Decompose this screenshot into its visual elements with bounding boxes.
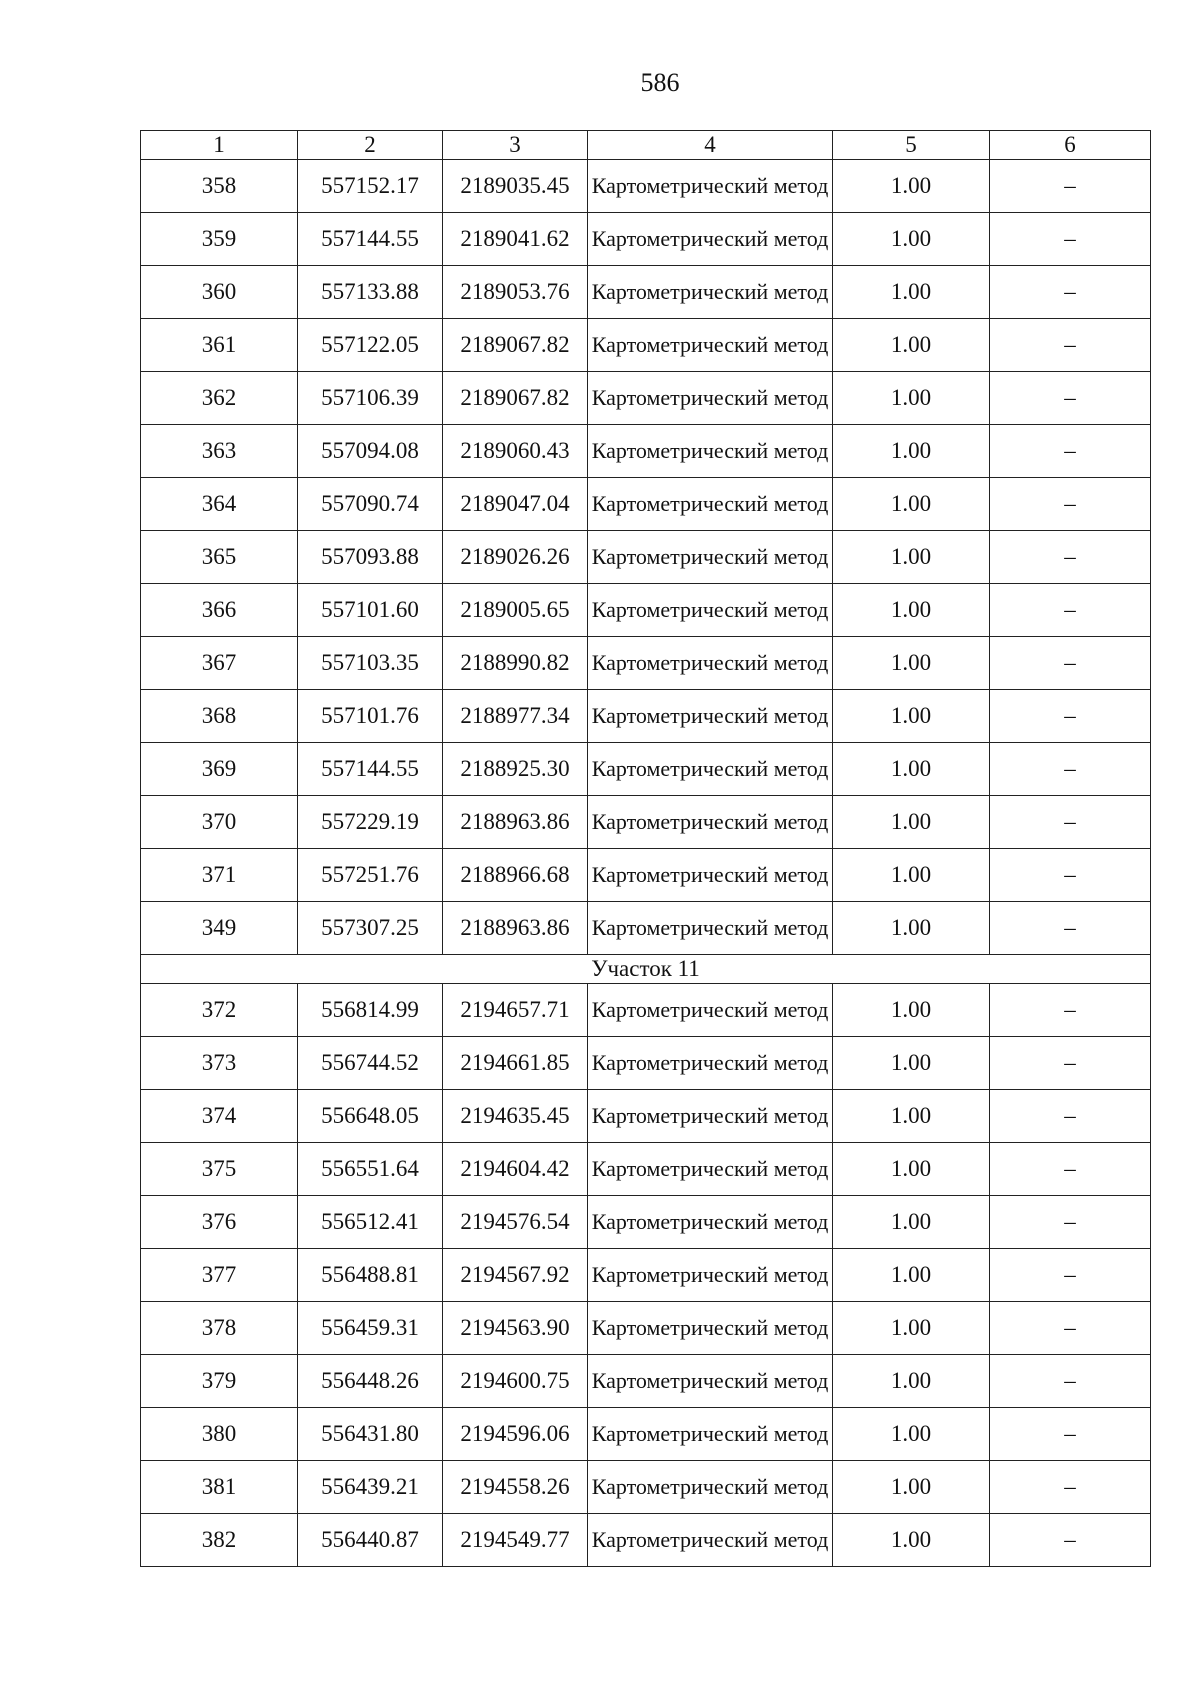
column-header: 5 <box>833 131 990 160</box>
method-cell: Картометрический метод <box>588 743 833 796</box>
coordinate-y-cell: 2189060.43 <box>443 425 588 478</box>
precision-cell: 1.00 <box>833 478 990 531</box>
coordinate-y-cell: 2194567.92 <box>443 1249 588 1302</box>
coordinate-x-cell: 557101.60 <box>298 584 443 637</box>
coordinate-x-cell: 556648.05 <box>298 1090 443 1143</box>
precision-cell: 1.00 <box>833 531 990 584</box>
coordinate-y-cell: 2194596.06 <box>443 1408 588 1461</box>
table-row <box>141 984 1151 1037</box>
precision-cell: 1.00 <box>833 690 990 743</box>
column-header: 3 <box>443 131 588 160</box>
note-cell: – <box>990 1143 1151 1196</box>
point-number-cell: 371 <box>141 849 298 902</box>
note-cell: – <box>990 1461 1151 1514</box>
coordinate-y-cell: 2194635.45 <box>443 1090 588 1143</box>
method-cell: Картометрический метод <box>588 1196 833 1249</box>
coordinate-x-cell: 557152.17 <box>298 160 443 213</box>
column-header: 6 <box>990 131 1151 160</box>
coordinate-y-cell: 2189041.62 <box>443 213 588 266</box>
coordinate-y-cell: 2194600.75 <box>443 1355 588 1408</box>
method-cell: Картометрический метод <box>588 478 833 531</box>
table-row <box>141 902 1151 955</box>
table-row <box>141 1514 1151 1567</box>
precision-cell: 1.00 <box>833 849 990 902</box>
precision-cell: 1.00 <box>833 160 990 213</box>
table-row <box>141 1143 1151 1196</box>
table-body <box>141 131 1151 1567</box>
note-cell: – <box>990 160 1151 213</box>
method-cell: Картометрический метод <box>588 637 833 690</box>
coordinate-y-cell: 2188966.68 <box>443 849 588 902</box>
precision-cell: 1.00 <box>833 743 990 796</box>
method-cell: Картометрический метод <box>588 1408 833 1461</box>
precision-cell: 1.00 <box>833 984 990 1037</box>
note-cell: – <box>990 425 1151 478</box>
note-cell: – <box>990 584 1151 637</box>
precision-cell: 1.00 <box>833 1196 990 1249</box>
coordinate-x-cell: 556488.81 <box>298 1249 443 1302</box>
coordinate-x-cell: 556744.52 <box>298 1037 443 1090</box>
note-cell: – <box>990 1302 1151 1355</box>
precision-cell: 1.00 <box>833 1090 990 1143</box>
table-row <box>141 1037 1151 1090</box>
coordinate-x-cell: 557307.25 <box>298 902 443 955</box>
table-row <box>141 584 1151 637</box>
coordinate-y-cell: 2189005.65 <box>443 584 588 637</box>
coordinate-y-cell: 2194576.54 <box>443 1196 588 1249</box>
note-cell: – <box>990 984 1151 1037</box>
table-row <box>141 1090 1151 1143</box>
coordinate-x-cell: 557122.05 <box>298 319 443 372</box>
note-cell: – <box>990 531 1151 584</box>
method-cell: Картометрический метод <box>588 1302 833 1355</box>
note-cell: – <box>990 1514 1151 1567</box>
precision-cell: 1.00 <box>833 425 990 478</box>
note-cell: – <box>990 1090 1151 1143</box>
precision-cell: 1.00 <box>833 1249 990 1302</box>
coordinate-y-cell: 2188963.86 <box>443 796 588 849</box>
table-row <box>141 1355 1151 1408</box>
precision-cell: 1.00 <box>833 213 990 266</box>
table-row <box>141 1249 1151 1302</box>
point-number-cell: 372 <box>141 984 298 1037</box>
table-row <box>141 425 1151 478</box>
coordinate-y-cell: 2188963.86 <box>443 902 588 955</box>
column-header: 2 <box>298 131 443 160</box>
table-row <box>141 849 1151 902</box>
coordinate-x-cell: 556551.64 <box>298 1143 443 1196</box>
coordinate-x-cell: 556439.21 <box>298 1461 443 1514</box>
point-number-cell: 366 <box>141 584 298 637</box>
point-number-cell: 381 <box>141 1461 298 1514</box>
precision-cell: 1.00 <box>833 1461 990 1514</box>
coordinate-y-cell: 2194657.71 <box>443 984 588 1037</box>
coordinate-y-cell: 2188990.82 <box>443 637 588 690</box>
coordinate-y-cell: 2189053.76 <box>443 266 588 319</box>
column-header-row <box>141 131 1151 160</box>
coordinate-x-cell: 557103.35 <box>298 637 443 690</box>
table-row <box>141 1461 1151 1514</box>
coordinate-y-cell: 2188977.34 <box>443 690 588 743</box>
note-cell: – <box>990 1408 1151 1461</box>
coordinate-x-cell: 556814.99 <box>298 984 443 1037</box>
method-cell: Картометрический метод <box>588 319 833 372</box>
precision-cell: 1.00 <box>833 1355 990 1408</box>
note-cell: – <box>990 902 1151 955</box>
point-number-cell: 382 <box>141 1514 298 1567</box>
method-cell: Картометрический метод <box>588 531 833 584</box>
coordinate-y-cell: 2194661.85 <box>443 1037 588 1090</box>
method-cell: Картометрический метод <box>588 902 833 955</box>
coordinate-x-cell: 557229.19 <box>298 796 443 849</box>
coordinate-x-cell: 557251.76 <box>298 849 443 902</box>
precision-cell: 1.00 <box>833 1302 990 1355</box>
note-cell: – <box>990 213 1151 266</box>
note-cell: – <box>990 849 1151 902</box>
coordinate-y-cell: 2189067.82 <box>443 319 588 372</box>
method-cell: Картометрический метод <box>588 425 833 478</box>
coordinate-x-cell: 556448.26 <box>298 1355 443 1408</box>
table-row <box>141 1408 1151 1461</box>
table-row <box>141 213 1151 266</box>
coordinate-x-cell: 556459.31 <box>298 1302 443 1355</box>
point-number-cell: 374 <box>141 1090 298 1143</box>
page-number: 586 <box>640 68 680 97</box>
point-number-cell: 359 <box>141 213 298 266</box>
coordinate-x-cell: 557090.74 <box>298 478 443 531</box>
table-row <box>141 743 1151 796</box>
note-cell: – <box>990 1249 1151 1302</box>
method-cell: Картометрический метод <box>588 1514 833 1567</box>
precision-cell: 1.00 <box>833 584 990 637</box>
note-cell: – <box>990 1196 1151 1249</box>
method-cell: Картометрический метод <box>588 984 833 1037</box>
point-number-cell: 376 <box>141 1196 298 1249</box>
point-number-cell: 380 <box>141 1408 298 1461</box>
point-number-cell: 368 <box>141 690 298 743</box>
coordinate-x-cell: 557133.88 <box>298 266 443 319</box>
note-cell: – <box>990 478 1151 531</box>
coordinate-x-cell: 556512.41 <box>298 1196 443 1249</box>
coordinate-x-cell: 557094.08 <box>298 425 443 478</box>
note-cell: – <box>990 690 1151 743</box>
coordinate-x-cell: 557093.88 <box>298 531 443 584</box>
point-number-cell: 375 <box>141 1143 298 1196</box>
coordinate-x-cell: 557144.55 <box>298 213 443 266</box>
point-number-cell: 370 <box>141 796 298 849</box>
point-number-cell: 369 <box>141 743 298 796</box>
point-number-cell: 378 <box>141 1302 298 1355</box>
method-cell: Картометрический метод <box>588 213 833 266</box>
precision-cell: 1.00 <box>833 319 990 372</box>
method-cell: Картометрический метод <box>588 160 833 213</box>
method-cell: Картометрический метод <box>588 690 833 743</box>
table-row <box>141 266 1151 319</box>
coordinate-y-cell: 2189047.04 <box>443 478 588 531</box>
method-cell: Картометрический метод <box>588 1461 833 1514</box>
table-row <box>141 796 1151 849</box>
table-row <box>141 319 1151 372</box>
point-number-cell: 373 <box>141 1037 298 1090</box>
method-cell: Картометрический метод <box>588 1090 833 1143</box>
coordinate-y-cell: 2188925.30 <box>443 743 588 796</box>
point-number-cell: 358 <box>141 160 298 213</box>
table-row <box>141 637 1151 690</box>
method-cell: Картометрический метод <box>588 1037 833 1090</box>
section-row <box>141 955 1151 984</box>
note-cell: – <box>990 372 1151 425</box>
coordinate-y-cell: 2189026.26 <box>443 531 588 584</box>
note-cell: – <box>990 319 1151 372</box>
note-cell: – <box>990 266 1151 319</box>
table-row <box>141 478 1151 531</box>
precision-cell: 1.00 <box>833 902 990 955</box>
method-cell: Картометрический метод <box>588 796 833 849</box>
table-row <box>141 690 1151 743</box>
table-row <box>141 531 1151 584</box>
table-row <box>141 1302 1151 1355</box>
method-cell: Картометрический метод <box>588 266 833 319</box>
section-title: Участок 11 <box>141 955 1151 984</box>
coordinate-y-cell: 2194604.42 <box>443 1143 588 1196</box>
point-number-cell: 379 <box>141 1355 298 1408</box>
method-cell: Картометрический метод <box>588 1143 833 1196</box>
method-cell: Картометрический метод <box>588 372 833 425</box>
point-number-cell: 365 <box>141 531 298 584</box>
note-cell: – <box>990 1037 1151 1090</box>
coordinate-y-cell: 2194549.77 <box>443 1514 588 1567</box>
coordinate-x-cell: 557106.39 <box>298 372 443 425</box>
note-cell: – <box>990 1355 1151 1408</box>
coordinate-x-cell: 556440.87 <box>298 1514 443 1567</box>
precision-cell: 1.00 <box>833 372 990 425</box>
coordinates-table <box>140 130 1151 1567</box>
table-row <box>141 1196 1151 1249</box>
method-cell: Картометрический метод <box>588 849 833 902</box>
precision-cell: 1.00 <box>833 266 990 319</box>
coordinate-y-cell: 2194563.90 <box>443 1302 588 1355</box>
note-cell: – <box>990 637 1151 690</box>
point-number-cell: 362 <box>141 372 298 425</box>
point-number-cell: 364 <box>141 478 298 531</box>
method-cell: Картометрический метод <box>588 1355 833 1408</box>
point-number-cell: 363 <box>141 425 298 478</box>
coordinate-x-cell: 556431.80 <box>298 1408 443 1461</box>
precision-cell: 1.00 <box>833 1514 990 1567</box>
coordinate-y-cell: 2189035.45 <box>443 160 588 213</box>
method-cell: Картометрический метод <box>588 584 833 637</box>
coordinate-y-cell: 2194558.26 <box>443 1461 588 1514</box>
column-header: 1 <box>141 131 298 160</box>
point-number-cell: 367 <box>141 637 298 690</box>
note-cell: – <box>990 743 1151 796</box>
precision-cell: 1.00 <box>833 1143 990 1196</box>
point-number-cell: 349 <box>141 902 298 955</box>
table-row <box>141 372 1151 425</box>
point-number-cell: 361 <box>141 319 298 372</box>
coordinate-x-cell: 557144.55 <box>298 743 443 796</box>
column-header: 4 <box>588 131 833 160</box>
precision-cell: 1.00 <box>833 796 990 849</box>
precision-cell: 1.00 <box>833 1408 990 1461</box>
point-number-cell: 377 <box>141 1249 298 1302</box>
precision-cell: 1.00 <box>833 637 990 690</box>
point-number-cell: 360 <box>141 266 298 319</box>
table-row <box>141 160 1151 213</box>
coordinate-x-cell: 557101.76 <box>298 690 443 743</box>
method-cell: Картометрический метод <box>588 1249 833 1302</box>
note-cell: – <box>990 796 1151 849</box>
precision-cell: 1.00 <box>833 1037 990 1090</box>
coordinate-y-cell: 2189067.82 <box>443 372 588 425</box>
